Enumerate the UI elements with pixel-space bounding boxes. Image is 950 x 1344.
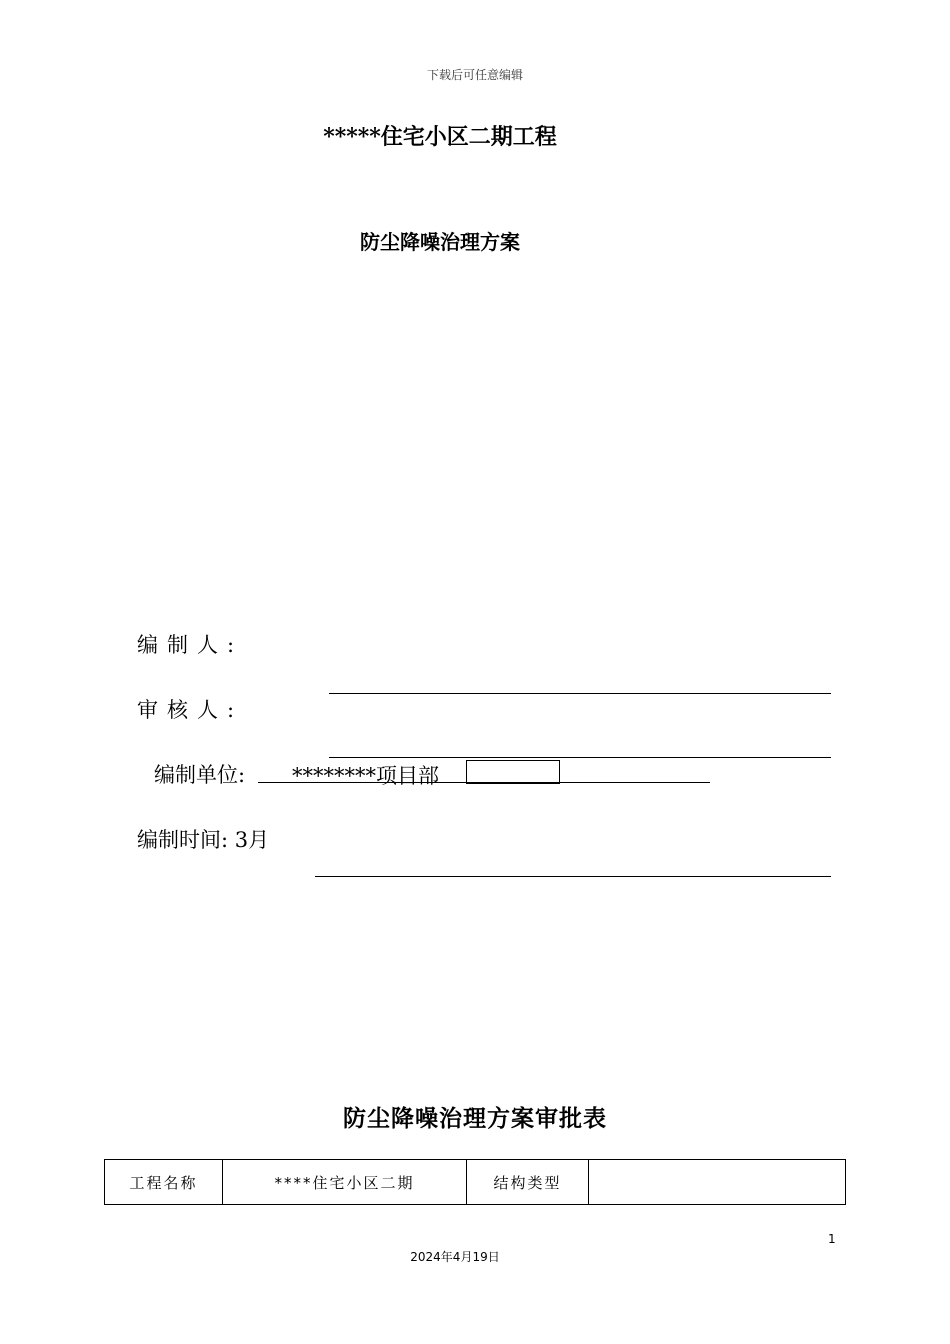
page-number: 1 [828,1232,836,1246]
project-title: *****住宅小区二期工程 [323,124,557,150]
plan-title: 防尘降噪治理方案 [360,230,520,254]
reviewer-label: 审核人: [137,698,244,722]
reviewer-signature-line [329,757,831,758]
structure-type-value-cell [589,1160,846,1205]
compiler-signature-line [329,693,831,694]
unit-value: ********项目部 [292,764,439,788]
time-label: 编制时间: 3月 [137,828,270,852]
table-row [105,1160,846,1205]
approval-table-title: 防尘降噪治理方案审批表 [343,1105,607,1132]
unit-label: 编制单位: [154,763,246,787]
project-name-value-cell: ****住宅小区二期 [223,1160,467,1205]
compiler-label: 编制人: [137,633,244,657]
time-underline [315,876,831,877]
structure-type-header-cell: 结构类型 [467,1160,589,1205]
unit-text-box [466,760,560,784]
header-note: 下载后可任意编辑 [426,68,523,82]
approval-table [104,1159,846,1205]
project-name-header-cell: 工程名称 [105,1160,223,1205]
footer-date: 2024年4月19日 [410,1250,500,1264]
